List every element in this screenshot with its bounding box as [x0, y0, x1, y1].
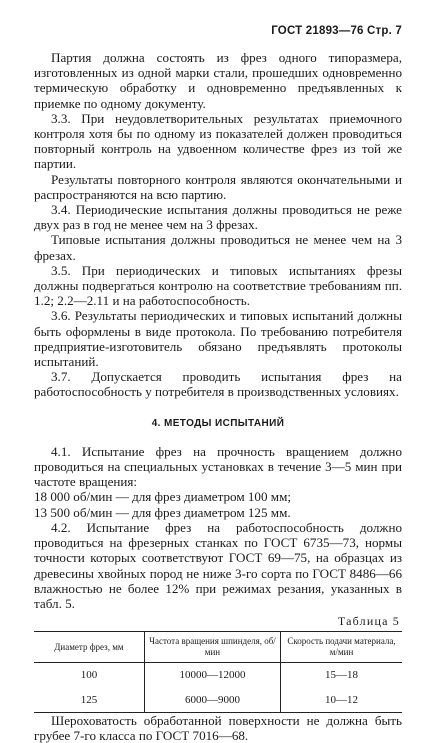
paragraph: 3.5. При периодических и типовых испытаниях фрезы должны подвергаться контролю на соответствие требованиям пп. 1.2; 2.2—2.11 и на работоспособность. [34, 262, 402, 309]
paragraph: Типовые испытания должны проводиться не менее чем на 3 фрезах. [34, 232, 402, 263]
table-header-speed: Частота вращения шпинделя, об/мин [144, 632, 280, 663]
paragraph: 4.1. Испытание фрез на прочность вращением должно проводиться на специальных установках в течение 3—5 мин при частоте вращения: [34, 443, 402, 490]
paragraph: 13 500 об/мин — для фрез диаметром 125 мм. [34, 504, 291, 520]
table-header-feed: Скорость подачи материала, м/мин [281, 632, 402, 663]
paragraph: 3.3. При неудовлетворительных результатах приемочного контроля хотя бы по одному из показателей должен проводиться повторный контроль на удвоенном количестве фрез из той же партии. [34, 110, 402, 172]
paragraph: 3.6. Результаты периодических и типовых испытаний должны быть оформлены в виде протокола. По требованию потребителя предприятие-изготовитель обязано предъявлять протоколы испытаний. [34, 308, 402, 370]
paragraph: Партия должна состоять из фрез одного типоразмера, изготовленных из одной марки стали, прошедших одновременно термическую обработку и одновременно предъявленных к приемке по одному документу. [34, 50, 402, 111]
table-5 [34, 631, 402, 712]
table-cell: 15—18 [281, 663, 402, 688]
document-body [34, 50, 402, 743]
table-row [34, 688, 402, 713]
page-header: ГОСТ 21893—76 Стр. 7 [271, 25, 402, 37]
table-cell: 10000—12000 [144, 663, 280, 688]
paragraph: 4.2. Испытание фрез на работоспособность должно проводиться на фрезерных станках по ГОСТ 6735—73, нормы точности которых соответствуют ГОСТ 69—75, на образцах из древесины хвойных пород не ниже 3-го сорта по ГОСТ 8486—66 влажностью не более 12% при режимах резания, указанных в табл. 5. [34, 519, 402, 611]
table-caption: Таблица 5 [337, 614, 400, 629]
paragraph: 3.4. Периодические испытания должны проводиться не реже двух раз в год не менее чем на 3 фрезах. [34, 202, 402, 233]
table-cell: 125 [34, 688, 144, 713]
paragraphs-section-4 [34, 444, 402, 611]
table-cell: 100 [80, 669, 98, 682]
table-row [34, 663, 402, 688]
paragraph: 18 000 об/мин — для фрез диаметром 100 мм; [34, 489, 291, 505]
table-cell: 6000—9000 [144, 688, 280, 713]
table-cell: 10—12 [281, 688, 402, 713]
paragraphs-section-3 [34, 50, 402, 400]
section-title: 4. МЕТОДЫ ИСПЫТАНИЙ [151, 417, 285, 429]
paragraph: 3.7. Допускается проводить испытания фрез на работоспособность у потребителя в производственных условиях. [34, 369, 402, 400]
paragraph-roughness: Шероховатость обработанной поверхности не должна быть грубее 7-го класса по ГОСТ 7016—68. [34, 712, 402, 743]
table-header-diameter: Диаметр фрез, мм [34, 632, 144, 663]
paragraph: Результаты повторного контроля являются окончательными и распространяются на всю партию. [34, 171, 402, 202]
